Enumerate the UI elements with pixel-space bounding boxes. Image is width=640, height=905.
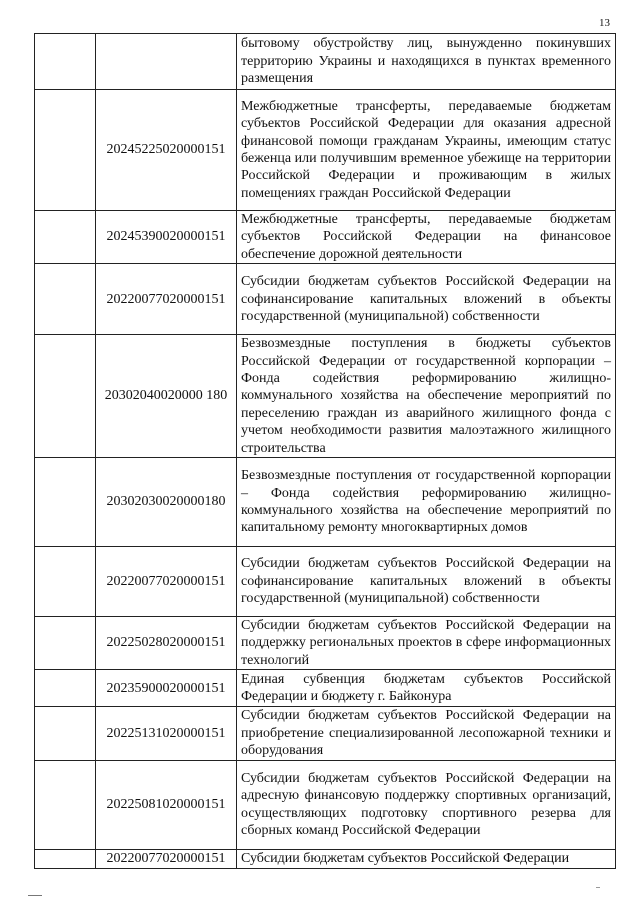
page-number: 13 [599, 17, 610, 29]
description-cell: Единая субвенция бюджетам субъектов Российской Федерации и бюджету г. Байконура [237, 670, 616, 707]
code-cell: 20245225020000151 [96, 90, 237, 211]
description-cell: бытовому обустройству лиц, вынужденно покинувших территорию Украины и находящихся в пунктах временного размещения [237, 34, 616, 90]
table-row [35, 458, 616, 547]
code-cell: 20302040020000 180 [96, 335, 237, 458]
table-row [35, 670, 616, 707]
empty-cell [35, 670, 96, 707]
empty-cell [35, 849, 96, 868]
table-row [35, 707, 616, 760]
description-cell: Субсидии бюджетам субъектов Российской Федерации на софинансирование капитальных вложений в объекты государственной (муниципальной) собственности [237, 547, 616, 617]
empty-cell [35, 707, 96, 760]
code-cell: 20220077020000151 [96, 264, 237, 335]
table-row [35, 34, 616, 90]
description-cell: Субсидии бюджетам субъектов Российской Федерации на поддержку региональных проектов в сфере информационных технологий [237, 617, 616, 670]
description-cell: Субсидии бюджетам субъектов Российской Федерации [237, 849, 616, 868]
scan-mark [28, 895, 42, 896]
code-cell: 20225081020000151 [96, 760, 237, 849]
empty-cell [35, 547, 96, 617]
code-cell: 20302030020000180 [96, 458, 237, 547]
table-row [35, 617, 616, 670]
code-cell: 20225131020000151 [96, 707, 237, 760]
code-cell: 20245390020000151 [96, 211, 237, 264]
code-cell: 20225028020000151 [96, 617, 237, 670]
empty-cell [35, 458, 96, 547]
table-row [35, 211, 616, 264]
description-cell: Безвозмездные поступления в бюджеты субъектов Российской Федерации от государственной корпорации – Фонда содействия реформированию жилищно-коммунального хозяйства на обеспечение мероприятий по переселению граждан из аварийного жилищного фонда с учетом необходимости развития малоэтажного жилищного строительства [237, 335, 616, 458]
table-row [35, 849, 616, 868]
empty-cell [35, 211, 96, 264]
code-cell: 20220077020000151 [96, 849, 237, 868]
empty-cell [35, 760, 96, 849]
scan-mark [596, 887, 600, 888]
description-cell: Субсидии бюджетам субъектов Российской Федерации на адресную финансовую поддержку спортивных организаций, осуществляющих подготовку спортивного резерва для сборных команд Российской Федерации [237, 760, 616, 849]
description-cell: Межбюджетные трансферты, передаваемые бюджетам субъектов Российской Федерации на финансовое обеспечение дорожной деятельности [237, 211, 616, 264]
empty-cell [35, 90, 96, 211]
code-cell: 20220077020000151 [96, 547, 237, 617]
table-row [35, 547, 616, 617]
table-row [35, 264, 616, 335]
table-row [35, 90, 616, 211]
description-cell: Безвозмездные поступления от государственной корпорации – Фонда содействия реформированию жилищно-коммунального хозяйства на обеспечение мероприятий по капитальному ремонту многоквартирных домов [237, 458, 616, 547]
empty-cell [35, 264, 96, 335]
empty-cell [35, 335, 96, 458]
code-cell: 20235900020000151 [96, 670, 237, 707]
empty-cell [35, 617, 96, 670]
budget-code-table [34, 33, 616, 869]
table-row [35, 760, 616, 849]
description-cell: Межбюджетные трансферты, передаваемые бюджетам субъектов Российской Федерации для оказания адресной финансовой помощи гражданам Украины, имеющим статус беженца или получившим временное убежище на территории Российской Федерации и проживающим в жилых помещениях граждан Российской Федерации [237, 90, 616, 211]
code-cell [96, 34, 237, 90]
table-row [35, 335, 616, 458]
empty-cell [35, 34, 96, 90]
description-cell: Субсидии бюджетам субъектов Российской Федерации на софинансирование капитальных вложений в объекты государственной (муниципальной) собственности [237, 264, 616, 335]
description-cell: Субсидии бюджетам субъектов Российской Федерации на приобретение специализированной лесопожарной техники и оборудования [237, 707, 616, 760]
